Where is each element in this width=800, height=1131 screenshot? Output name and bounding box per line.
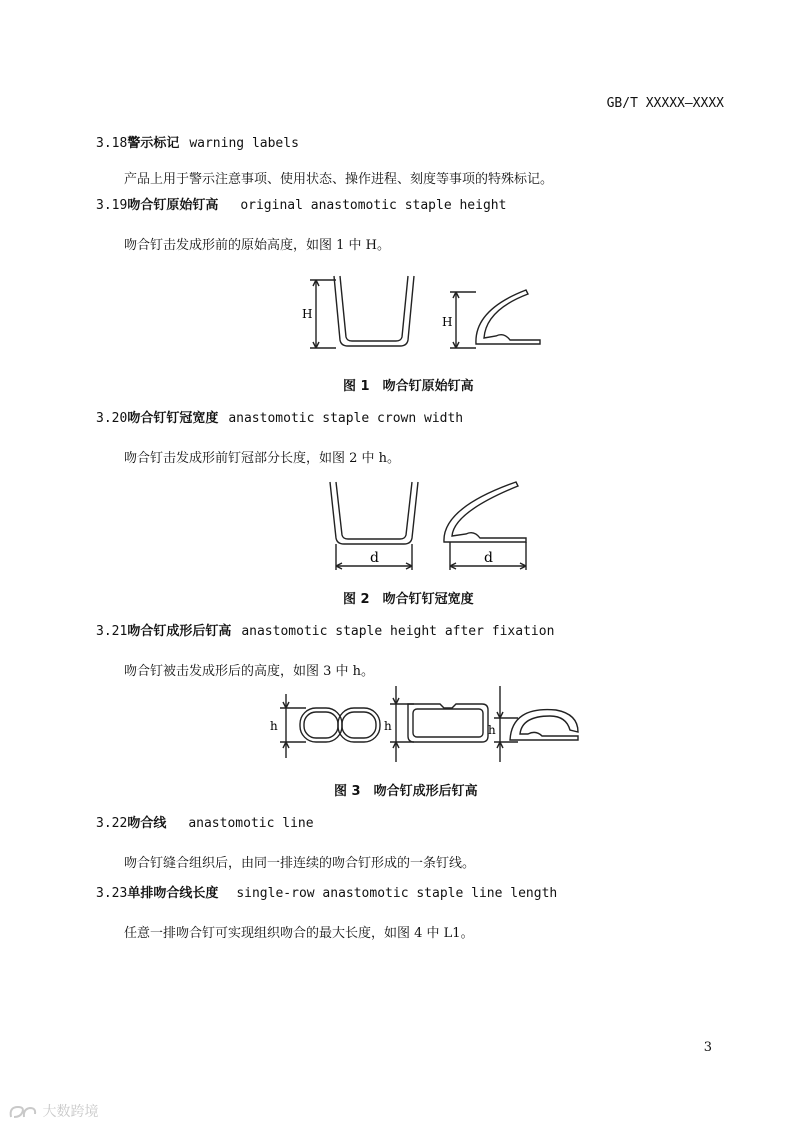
figure-1-drawing [290, 270, 550, 360]
fig3-label-2: h [384, 719, 392, 733]
fig3-label-1: h [270, 719, 278, 733]
term-heading-3-21: 3.21吻合钉成形后钉高 anastomotic staple height after fixation [96, 624, 555, 639]
term-heading-3-19: 3.19吻合钉原始钉高 original anastomotic staple height [96, 198, 507, 213]
figure-1-caption: 图 1 吻合钉原始钉高 [343, 379, 474, 394]
page-number: 3 [703, 1040, 712, 1055]
figure-3-caption: 图 3 吻合钉成形后钉高 [334, 784, 478, 799]
term-heading-3-20: 3.20吻合钉钉冠宽度 anastomotic staple crown width [96, 411, 464, 426]
term-definition-3-19: 吻合钉击发成形前的原始高度，如图 1 中 H。 [124, 238, 391, 253]
fig2-label-left: d [370, 550, 379, 566]
figure-3-drawing [266, 684, 586, 764]
term-definition-3-18: 产品上用于警示注意事项、使用状态、操作进程、刻度等事项的特殊标记。 [124, 172, 554, 187]
term-heading-3-18: 3.18警示标记 warning labels [96, 136, 299, 151]
term-definition-3-21: 吻合钉被击发成形后的高度，如图 3 中 h。 [124, 664, 375, 679]
fig3-label-3: h [488, 723, 496, 737]
term-heading-3-23: 3.23单排吻合线长度 single-row anastomotic staple line length [96, 886, 558, 901]
term-definition-3-20: 吻合钉击发成形前钉冠部分长度，如图 2 中 h。 [124, 451, 401, 466]
watermark-logo-icon [8, 1104, 38, 1120]
term-definition-3-22: 吻合钉缝合组织后，由同一排连续的吻合钉形成的一条钉线。 [124, 856, 476, 871]
fig1-label-right: H [442, 315, 453, 329]
fig1-label-left: H [302, 307, 313, 321]
term-definition-3-23: 任意一排吻合钉可实现组织吻合的最大长度，如图 4 中 L1。 [124, 926, 474, 941]
fig2-label-right: d [484, 550, 493, 566]
standard-code: GB/T XXXXX—XXXX [606, 96, 724, 111]
term-heading-3-22: 3.22吻合线 anastomotic line [96, 816, 314, 831]
figure-2-drawing [320, 478, 540, 578]
watermark: 大数跨境 [8, 1101, 98, 1121]
figure-2-caption: 图 2 吻合钉钉冠宽度 [343, 592, 474, 607]
